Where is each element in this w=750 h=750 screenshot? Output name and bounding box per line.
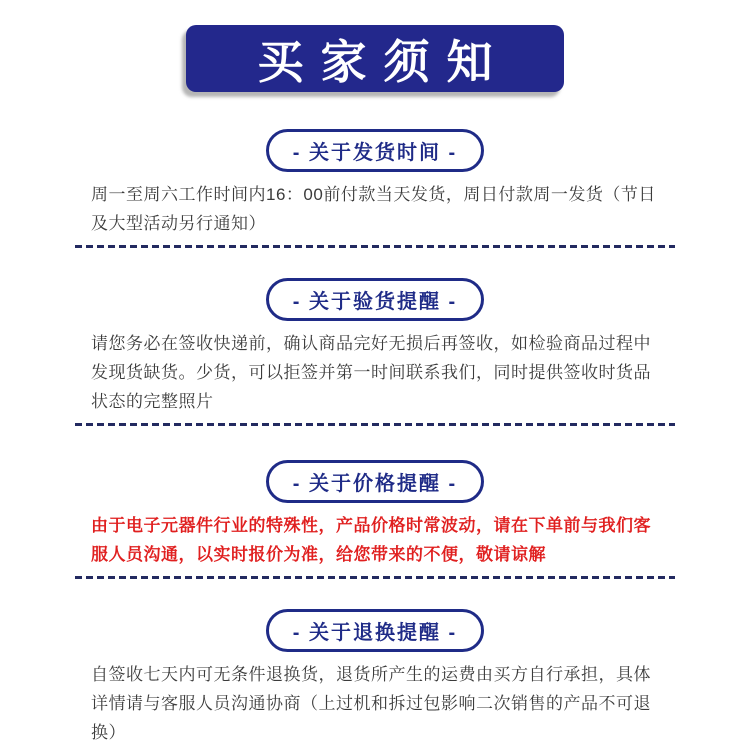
section-title: - 关于验货提醒 - — [292, 291, 458, 313]
section-title: - 关于退换提醒 - — [292, 622, 458, 644]
section-title-pill — [266, 278, 484, 321]
page-title: 买家须知 — [257, 35, 510, 88]
section-title: - 关于价格提醒 - — [292, 473, 458, 495]
section-title-pill — [266, 609, 484, 652]
section-body: 自签收七天内可无条件退换货，退货所产生的运费由买方自行承担，具体详情请与客服人员沟通协商（上过机和拆过包影响二次销售的产品不可退换） — [91, 665, 651, 742]
section-price — [0, 426, 750, 579]
section-body: 由于电子元器件行业的特殊性，产品价格时常波动，请在下单前与我们客服人员沟通，以实时报价为准，给您带来的不便，敬请谅解 — [91, 516, 651, 564]
section-return — [0, 579, 750, 750]
section-title-pill — [266, 129, 484, 172]
section-title: - 关于发货时间 - — [292, 142, 458, 164]
section-shipping-time — [0, 92, 750, 248]
page-title-banner — [186, 25, 564, 92]
section-inspection — [0, 248, 750, 426]
section-body: 周一至周六工作时间内16：00前付款当天发货，周日付款周一发货（节日及大型活动另行通知） — [91, 185, 656, 233]
section-body: 请您务必在签收快递前，确认商品完好无损后再签收，如检验商品过程中发现货缺货。少货，可以拒签并第一时间联系我们，同时提供签收时货品状态的完整照片 — [91, 334, 651, 411]
section-title-pill — [266, 460, 484, 503]
